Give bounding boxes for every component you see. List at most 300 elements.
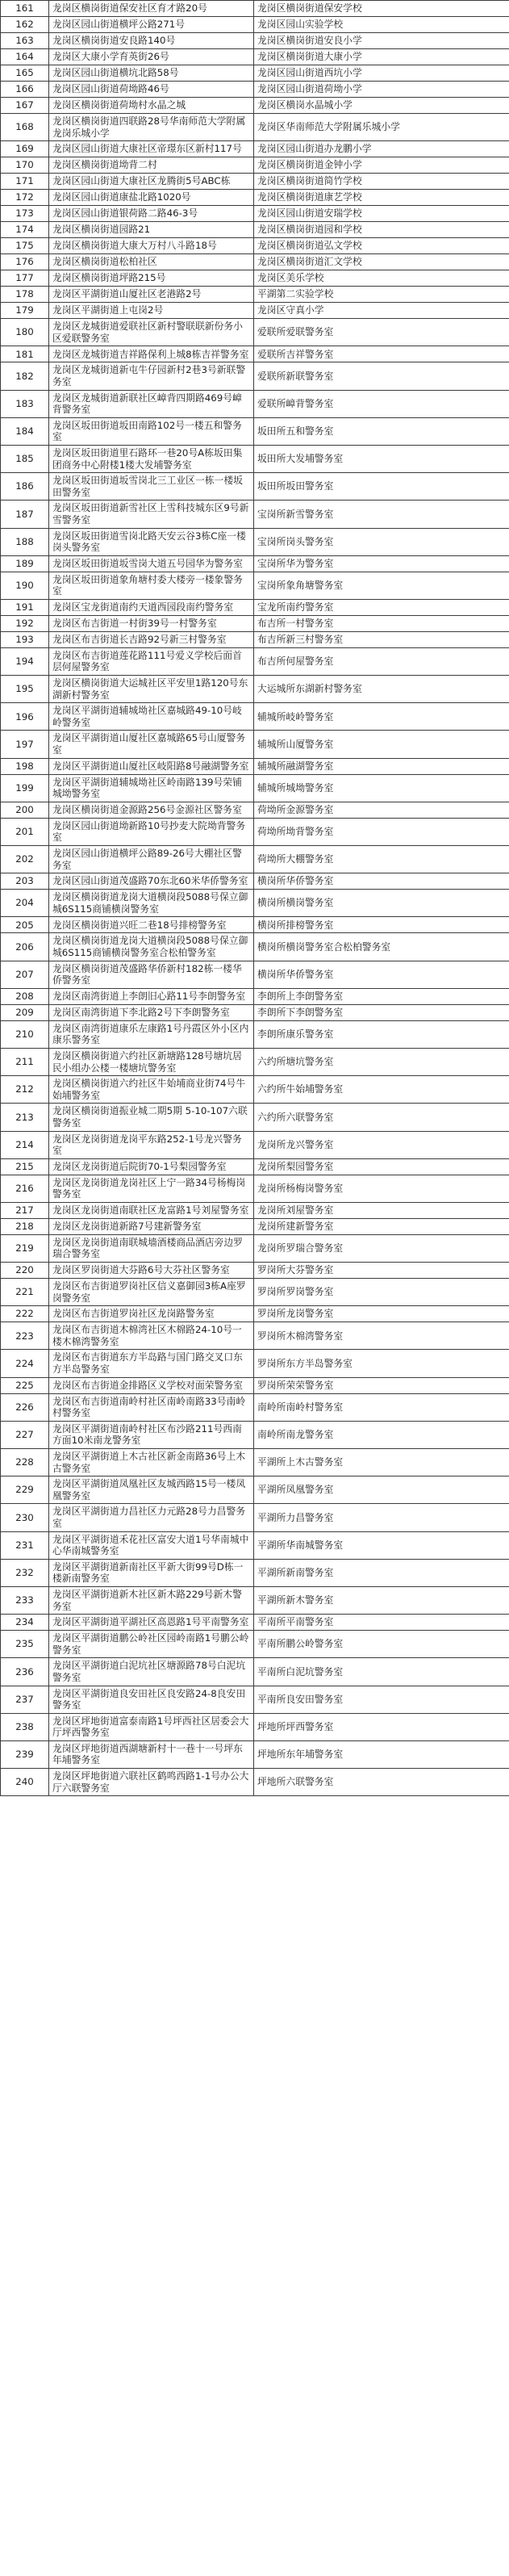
row-location-name: 平湖所上木古警务室 (254, 1449, 509, 1476)
table-row (1, 917, 509, 933)
row-number: 231 (1, 1531, 49, 1559)
row-location-name: 六约所牛始埔警务室 (254, 1076, 509, 1104)
row-number: 227 (1, 1421, 49, 1448)
row-number: 205 (1, 917, 49, 933)
row-number: 216 (1, 1175, 49, 1202)
row-address: 龙岗区南湾街道康乐左康路1号丹霞区外小区内康乐警务室 (49, 1020, 254, 1048)
table-row (1, 1131, 509, 1158)
row-address: 龙岗区布吉街道一村街39号一村警务室 (49, 615, 254, 631)
table-row (1, 1393, 509, 1421)
row-location-name: 罗岗所罗岗警务室 (254, 1279, 509, 1306)
row-address: 龙岗区横岗街道大康大万村八斗路18号 (49, 238, 254, 254)
row-address: 龙岗区平湖街道辅城坳社区嘉城路49-10号岐岭警务室 (49, 703, 254, 731)
table-row (1, 758, 509, 774)
row-location-name: 平南所良安田警务室 (254, 1686, 509, 1713)
table-row (1, 362, 509, 390)
row-location-name: 龙岗所建新警务室 (254, 1218, 509, 1234)
table-row (1, 238, 509, 254)
row-address: 龙岗区平湖街道新南社区平新大街99号D栋一楼新南警务室 (49, 1559, 254, 1586)
row-location-name: 横岗所华侨警务室 (254, 873, 509, 890)
row-number: 228 (1, 1449, 49, 1476)
row-address: 龙岗区布吉街道金排路区义学校对面荣警务室 (49, 1377, 254, 1393)
table-row (1, 346, 509, 362)
row-address: 龙岗区南湾街道上李朗旧心路11号李朗警务室 (49, 988, 254, 1004)
table-row (1, 555, 509, 572)
row-address: 龙岗区坂田街道里石路环一巷20号A栋坂田集团商务中心附楼1楼大发埔警务室 (49, 445, 254, 472)
row-address: 龙岗区龙岗街道新路7号建新警务室 (49, 1218, 254, 1234)
row-address: 龙岗区平湖街道山厦社区岐阳路8号融湖警务室 (49, 758, 254, 774)
row-location-name: 龙岗区横岗街道大康小学 (254, 49, 509, 65)
row-location-name: 荷坳所坳背警务室 (254, 818, 509, 845)
row-number: 179 (1, 303, 49, 319)
row-number: 240 (1, 1769, 49, 1796)
row-location-name: 坪地所东年埔警务室 (254, 1740, 509, 1768)
row-address: 龙岗区横岗街道六约社区新塘路128号塘坑居民小组办公楼一楼塘坑警务室 (49, 1048, 254, 1075)
table-row (1, 961, 509, 988)
row-number: 219 (1, 1234, 49, 1262)
row-location-name: 龙岗区园山街道荷坳小学 (254, 82, 509, 98)
table-row (1, 1377, 509, 1393)
row-number: 168 (1, 114, 49, 141)
row-address: 龙岗区坪地街道六联社区鹤鸣西路1-1号办公大厅六联警务室 (49, 1769, 254, 1796)
row-address: 龙岗区平湖街道白泥坑社区塘源路78号白泥坑警务室 (49, 1658, 254, 1686)
row-number: 206 (1, 933, 49, 961)
table-row (1, 1476, 509, 1504)
row-number: 230 (1, 1504, 49, 1531)
table-row (1, 390, 509, 417)
row-location-name: 横岗所横岗警务室 (254, 890, 509, 917)
row-location-name: 南岭所南岭村警务室 (254, 1393, 509, 1421)
table-row (1, 1421, 509, 1448)
row-location-name: 龙岗所杨梅岗警务室 (254, 1175, 509, 1202)
row-number: 218 (1, 1218, 49, 1234)
row-address: 龙岗区平湖街道上木古社区新金南路36号上木古警务室 (49, 1449, 254, 1476)
row-location-name: 爱联所嶂背警务室 (254, 390, 509, 417)
row-address: 龙岗区园山街道横坑北路58号 (49, 65, 254, 82)
row-location-name: 爱联所爱联警务室 (254, 319, 509, 346)
row-location-name: 平南所白泥坑警务室 (254, 1658, 509, 1686)
row-number: 187 (1, 501, 49, 528)
row-number: 233 (1, 1586, 49, 1614)
table-row (1, 254, 509, 270)
row-number: 217 (1, 1202, 49, 1218)
table-row (1, 933, 509, 961)
row-address: 龙岗区坂田街道坂雪岗大道五号园华为警务室 (49, 555, 254, 572)
row-number: 237 (1, 1686, 49, 1713)
table-row (1, 501, 509, 528)
row-number: 220 (1, 1263, 49, 1279)
row-address: 龙岗区园山街道坳新路10号抄麦大院坳背警务室 (49, 818, 254, 845)
row-address: 龙岗区平湖街道凤凰社区友城西路15号一楼凤凰警务室 (49, 1476, 254, 1504)
row-location-name: 龙岗区横岗街道弘文学校 (254, 238, 509, 254)
row-address: 龙岗区罗岗街道大芬路6号大芬社区警务室 (49, 1263, 254, 1279)
row-number: 198 (1, 758, 49, 774)
row-location-name: 龙岗区横岗街道简竹学校 (254, 174, 509, 190)
row-number: 235 (1, 1631, 49, 1658)
row-location-name: 罗岗所木棉湾警务室 (254, 1322, 509, 1350)
row-number: 236 (1, 1658, 49, 1686)
row-address: 龙岗区布吉街道罗岗社区信义嘉御园3栋A座罗岗警务室 (49, 1279, 254, 1306)
row-number: 196 (1, 703, 49, 731)
table-row (1, 528, 509, 555)
row-number: 184 (1, 417, 49, 445)
row-address: 龙岗区龙岗街道龙岗平东路252-1号龙兴警务室 (49, 1131, 254, 1158)
row-address: 龙岗区布吉街道木棉湾社区木棉路24-10号一楼木棉湾警务室 (49, 1322, 254, 1350)
row-number: 188 (1, 528, 49, 555)
row-location-name: 布吉所何屋警务室 (254, 647, 509, 675)
row-address: 龙岗区龙城街道爱联社区新村警联联新份务小区爱联警务室 (49, 319, 254, 346)
row-address: 龙岗区横岗街道安良路140号 (49, 33, 254, 49)
row-number: 224 (1, 1350, 49, 1377)
row-address: 龙岗区横岗街道兴旺二巷18号排榜警务室 (49, 917, 254, 933)
row-location-name: 龙岗所梨园警务室 (254, 1158, 509, 1175)
row-location-name: 六约所塘坑警务室 (254, 1048, 509, 1075)
table-row (1, 1531, 509, 1559)
row-number: 182 (1, 362, 49, 390)
table-row (1, 49, 509, 65)
table-row (1, 846, 509, 873)
table-row (1, 1615, 509, 1631)
row-address: 龙岗区布吉街道南岭村社区南岭南路33号南岭村警务室 (49, 1393, 254, 1421)
row-location-name: 横岗所排榜警务室 (254, 917, 509, 933)
row-location-name: 龙岗区园山街道办龙鹏小学 (254, 141, 509, 157)
row-location-name: 龙岗区横岗街道康艺学校 (254, 190, 509, 206)
row-address: 龙岗区横岗街道振业城二期5期 5-10-107六联警务室 (49, 1104, 254, 1131)
row-number: 169 (1, 141, 49, 157)
row-location-name: 罗岗所荣荣警务室 (254, 1377, 509, 1393)
table-row (1, 1020, 509, 1048)
row-number: 164 (1, 49, 49, 65)
row-address: 龙岗区横岗街道龙岗大道横岗段5088号保立御城6S115商铺横岗警务室 (49, 890, 254, 917)
row-number: 212 (1, 1076, 49, 1104)
table-row (1, 1279, 509, 1306)
row-number: 211 (1, 1048, 49, 1075)
row-address: 龙岗区平湖街道辅城坳社区岭南路139号荣铺城坳警务室 (49, 774, 254, 802)
table-row (1, 774, 509, 802)
table-row (1, 65, 509, 82)
row-address: 龙岗区园山街道横坪公路89-26号大棚社区警务室 (49, 846, 254, 873)
row-number: 190 (1, 572, 49, 599)
row-location-name: 宝岗所华为警务室 (254, 555, 509, 572)
row-location-name: 平湖所力昌警务室 (254, 1504, 509, 1531)
table-row (1, 1449, 509, 1476)
row-location-name: 辅城所城坳警务室 (254, 774, 509, 802)
row-location-name: 宝岗所新雪警务室 (254, 501, 509, 528)
table-row (1, 802, 509, 818)
row-location-name: 辅城所岐岭警务室 (254, 703, 509, 731)
row-location-name: 龙岗区横岗街道保安学校 (254, 1, 509, 17)
table-row (1, 190, 509, 206)
table-row (1, 1234, 509, 1262)
row-number: 163 (1, 33, 49, 49)
table-row (1, 473, 509, 501)
row-location-name: 荷坳所金源警务室 (254, 802, 509, 818)
row-address: 龙岗区龙岗街道南联城墙酒楼商品酒店旁边罗瑞合警务室 (49, 1234, 254, 1262)
row-number: 167 (1, 98, 49, 114)
row-address: 龙岗区龙岗街道南联社区龙富路1号刘屋警务室 (49, 1202, 254, 1218)
table-row (1, 1306, 509, 1322)
row-number: 222 (1, 1306, 49, 1322)
row-location-name: 辅城所融湖警务室 (254, 758, 509, 774)
row-location-name: 龙岗所刘屋警务室 (254, 1202, 509, 1218)
row-location-name: 爱联所新联警务室 (254, 362, 509, 390)
row-number: 181 (1, 346, 49, 362)
table-row (1, 873, 509, 890)
row-location-name: 坂田所五和警务室 (254, 417, 509, 445)
row-number: 203 (1, 873, 49, 890)
row-address: 龙岗区布吉街道莲花路111号爱义学校后面首层何屋警务室 (49, 647, 254, 675)
row-address: 龙岗区横岗街道荷坳村水晶之城 (49, 98, 254, 114)
table-row (1, 647, 509, 675)
table-row (1, 599, 509, 615)
row-location-name: 横岗所横岗警务室合松柏警务室 (254, 933, 509, 961)
row-location-name: 坪地所坪西警务室 (254, 1713, 509, 1740)
row-location-name: 龙岗区横岗街道园和学校 (254, 222, 509, 238)
row-location-name: 平南所平南警务室 (254, 1615, 509, 1631)
row-location-name: 平湖第二实验学校 (254, 287, 509, 303)
row-location-name: 坪地所六联警务室 (254, 1769, 509, 1796)
table-row (1, 1048, 509, 1075)
row-location-name: 平湖所凤凰警务室 (254, 1476, 509, 1504)
row-number: 207 (1, 961, 49, 988)
table-row (1, 615, 509, 631)
row-address: 龙岗区园山街道银荷路二路46-3号 (49, 206, 254, 222)
row-number: 180 (1, 319, 49, 346)
row-number: 193 (1, 631, 49, 647)
table-row (1, 1218, 509, 1234)
row-number: 234 (1, 1615, 49, 1631)
row-number: 192 (1, 615, 49, 631)
row-number: 200 (1, 802, 49, 818)
row-location-name: 龙岗区守真小学 (254, 303, 509, 319)
row-location-name: 坂田所大发埔警务室 (254, 445, 509, 472)
row-number: 209 (1, 1004, 49, 1020)
row-address: 龙岗区横岗街道松柏社区 (49, 254, 254, 270)
row-address: 龙岗区横岗街道茂盛路华侨新村182栋一楼华侨警务室 (49, 961, 254, 988)
row-address: 龙岗区园山街道大康社区帝璟东区新村117号 (49, 141, 254, 157)
row-address: 龙岗区大康小学育英街26号 (49, 49, 254, 65)
row-number: 201 (1, 818, 49, 845)
table-row (1, 17, 509, 33)
row-address: 龙岗区横岗街道保安社区育才路20号 (49, 1, 254, 17)
table-row (1, 1631, 509, 1658)
row-number: 174 (1, 222, 49, 238)
table-row (1, 270, 509, 287)
row-address: 龙岗区横岗街道大运城社区平安里1路120号东湖新村警务室 (49, 676, 254, 703)
row-address: 龙岗区龙岗街道后院街70-1号梨园警务室 (49, 1158, 254, 1175)
row-location-name: 六约所六联警务室 (254, 1104, 509, 1131)
row-address: 龙岗区横岗街道园路21 (49, 222, 254, 238)
row-number: 232 (1, 1559, 49, 1586)
row-location-name: 南岭所南龙警务室 (254, 1421, 509, 1448)
row-number: 194 (1, 647, 49, 675)
row-location-name: 龙岗区华南师范大学附属乐城小学 (254, 114, 509, 141)
row-address: 龙岗区横岗街道龙岗大道横岗段5088号保立御城6S115商铺横岗警务室合松柏警务室 (49, 933, 254, 961)
row-address: 龙岗区坂田街道雪岗北路天安云谷3栋C座一楼岗头警务室 (49, 528, 254, 555)
row-location-name: 平湖所新南警务室 (254, 1559, 509, 1586)
row-location-name: 龙岗区横岗街道金钟小学 (254, 157, 509, 174)
row-address: 龙岗区龙城街道吉祥路保利上城8栋吉祥警务室 (49, 346, 254, 362)
row-number: 214 (1, 1131, 49, 1158)
row-number: 170 (1, 157, 49, 174)
row-number: 210 (1, 1020, 49, 1048)
table-row (1, 98, 509, 114)
row-address: 龙岗区布吉街道长吉路92号新三村警务室 (49, 631, 254, 647)
row-number: 223 (1, 1322, 49, 1350)
row-number: 175 (1, 238, 49, 254)
row-number: 171 (1, 174, 49, 190)
row-location-name: 荷坳所大棚警务室 (254, 846, 509, 873)
table-row (1, 1104, 509, 1131)
row-number: 183 (1, 390, 49, 417)
row-number: 162 (1, 17, 49, 33)
row-location-name: 横岗所华侨警务室 (254, 961, 509, 988)
table-row (1, 157, 509, 174)
row-number: 202 (1, 846, 49, 873)
row-number: 195 (1, 676, 49, 703)
row-address: 龙岗区横岗街道金源路256号金源社区警务室 (49, 802, 254, 818)
table-row (1, 1769, 509, 1796)
row-address: 龙岗区横岗街道坳背二村 (49, 157, 254, 174)
table-row (1, 1713, 509, 1740)
table-row (1, 703, 509, 731)
table-row (1, 445, 509, 472)
table-row (1, 1, 509, 17)
row-address: 龙岗区平湖街道平湖社区高恩路1号平南警务室 (49, 1615, 254, 1631)
row-address: 龙岗区平湖街道新木社区新木路229号新木警务室 (49, 1586, 254, 1614)
table-row (1, 1686, 509, 1713)
row-location-name: 平湖所新木警务室 (254, 1586, 509, 1614)
row-location-name: 龙岗所罗瑞合警务室 (254, 1234, 509, 1262)
table-row (1, 890, 509, 917)
row-address: 龙岗区坂田街道新雪社区上雪科技城东区9号新雪警务室 (49, 501, 254, 528)
table-body (1, 1, 509, 1796)
table-row (1, 1559, 509, 1586)
row-address: 龙岗区园山街道大康社区龙腾街5号ABC栋 (49, 174, 254, 190)
row-address: 龙岗区坪地街道西湖塘新村十一巷十一号坪东年埔警务室 (49, 1740, 254, 1768)
row-number: 161 (1, 1, 49, 17)
row-location-name: 龙岗区横岗街道汇文学校 (254, 254, 509, 270)
table-row (1, 287, 509, 303)
table-row (1, 141, 509, 157)
row-address: 龙岗区平湖街道山厦社区嘉城路65号山厦警务室 (49, 731, 254, 758)
row-number: 191 (1, 599, 49, 615)
row-address: 龙岗区园山街道横坪公路271号 (49, 17, 254, 33)
row-address: 龙岗区坪地街道富泰南路1号坪西社区居委会大厅坪西警务室 (49, 1713, 254, 1740)
row-address: 龙岗区龙城街道新联社区嶂背四期路469号嶂背警务室 (49, 390, 254, 417)
row-number: 197 (1, 731, 49, 758)
row-address: 龙岗区横岗街道六约社区牛始埔商业街74号牛始埔警务室 (49, 1076, 254, 1104)
table-row (1, 1586, 509, 1614)
row-number: 172 (1, 190, 49, 206)
row-number: 173 (1, 206, 49, 222)
row-number: 239 (1, 1740, 49, 1768)
row-location-name: 宝岗所象角塘警务室 (254, 572, 509, 599)
row-location-name: 平南所鹏公岭警务室 (254, 1631, 509, 1658)
table-row (1, 1350, 509, 1377)
table-row (1, 676, 509, 703)
row-number: 176 (1, 254, 49, 270)
row-number: 221 (1, 1279, 49, 1306)
row-number: 177 (1, 270, 49, 287)
row-location-name: 龙岗区园山实验学校 (254, 17, 509, 33)
row-number: 178 (1, 287, 49, 303)
row-location-name: 坂田所坂田警务室 (254, 473, 509, 501)
row-location-name: 大运城所东湖新村警务室 (254, 676, 509, 703)
row-address: 龙岗区横岗街道坪路215号 (49, 270, 254, 287)
table-row (1, 1740, 509, 1768)
row-location-name: 宝岗所岗头警务室 (254, 528, 509, 555)
table-row (1, 303, 509, 319)
table-row (1, 1175, 509, 1202)
row-address: 龙岗区布吉街道罗岗社区龙岗路警务室 (49, 1306, 254, 1322)
row-address: 龙岗区坂田街道坂田南路102号一楼五和警务室 (49, 417, 254, 445)
table-row (1, 1202, 509, 1218)
row-location-name: 布吉所一村警务室 (254, 615, 509, 631)
table-row (1, 82, 509, 98)
table-row (1, 206, 509, 222)
table-row (1, 1658, 509, 1686)
row-address: 龙岗区平湖街道山厦社区老港路2号 (49, 287, 254, 303)
row-number: 225 (1, 1377, 49, 1393)
table-row (1, 33, 509, 49)
table-row (1, 1158, 509, 1175)
row-location-name: 龙岗区横岗水晶城小学 (254, 98, 509, 114)
row-location-name: 李朗所上李朗警务室 (254, 988, 509, 1004)
row-number: 204 (1, 890, 49, 917)
row-location-name: 布吉所新三村警务室 (254, 631, 509, 647)
row-address: 龙岗区平湖街道鹏公岭社区园岭南路1号鹏公岭警务室 (49, 1631, 254, 1658)
row-location-name: 龙岗区美乐学校 (254, 270, 509, 287)
row-number: 199 (1, 774, 49, 802)
row-address: 龙岗区园山街道茂盛路70东北60米华侨警务室 (49, 873, 254, 890)
table-row (1, 1004, 509, 1020)
row-number: 189 (1, 555, 49, 572)
table-row (1, 222, 509, 238)
row-address: 龙岗区坂田街道象角塘村委大楼旁一楼象警务室 (49, 572, 254, 599)
row-location-name: 宝龙所南约警务室 (254, 599, 509, 615)
row-number: 213 (1, 1104, 49, 1131)
row-address: 龙岗区坂田街道坂雪岗北三工业区一栋一楼坂田警务室 (49, 473, 254, 501)
table-row (1, 1504, 509, 1531)
row-address: 龙岗区平湖街道上屯岗2号 (49, 303, 254, 319)
row-address: 龙岗区园山街道荷坳路46号 (49, 82, 254, 98)
row-location-name: 龙岗区园山街道安瑞学校 (254, 206, 509, 222)
row-location-name: 罗岗所龙岗警务室 (254, 1306, 509, 1322)
table-row (1, 174, 509, 190)
row-address: 龙岗区龙城街道新屯牛仔园新村2巷3号新联警务室 (49, 362, 254, 390)
row-location-name: 李朗所康乐警务室 (254, 1020, 509, 1048)
table-row (1, 631, 509, 647)
row-location-name: 龙岗区园山街道西坑小学 (254, 65, 509, 82)
row-number: 166 (1, 82, 49, 98)
row-location-name: 李朗所下李朗警务室 (254, 1004, 509, 1020)
row-address: 龙岗区南湾街道下李北路2号下李朗警务室 (49, 1004, 254, 1020)
table-row (1, 1076, 509, 1104)
table-row (1, 114, 509, 141)
table-row (1, 731, 509, 758)
table-row (1, 572, 509, 599)
row-address: 龙岗区园山街道康盐北路1020号 (49, 190, 254, 206)
row-address: 龙岗区平湖街道力昌社区力元路28号力昌警务室 (49, 1504, 254, 1531)
table-row (1, 319, 509, 346)
row-number: 238 (1, 1713, 49, 1740)
table-row (1, 988, 509, 1004)
row-address: 龙岗区横岗街道四联路28号华南师范大学附属龙岗乐城小学 (49, 114, 254, 141)
row-location-name: 罗岗所大芬警务室 (254, 1263, 509, 1279)
row-number: 185 (1, 445, 49, 472)
row-number: 186 (1, 473, 49, 501)
